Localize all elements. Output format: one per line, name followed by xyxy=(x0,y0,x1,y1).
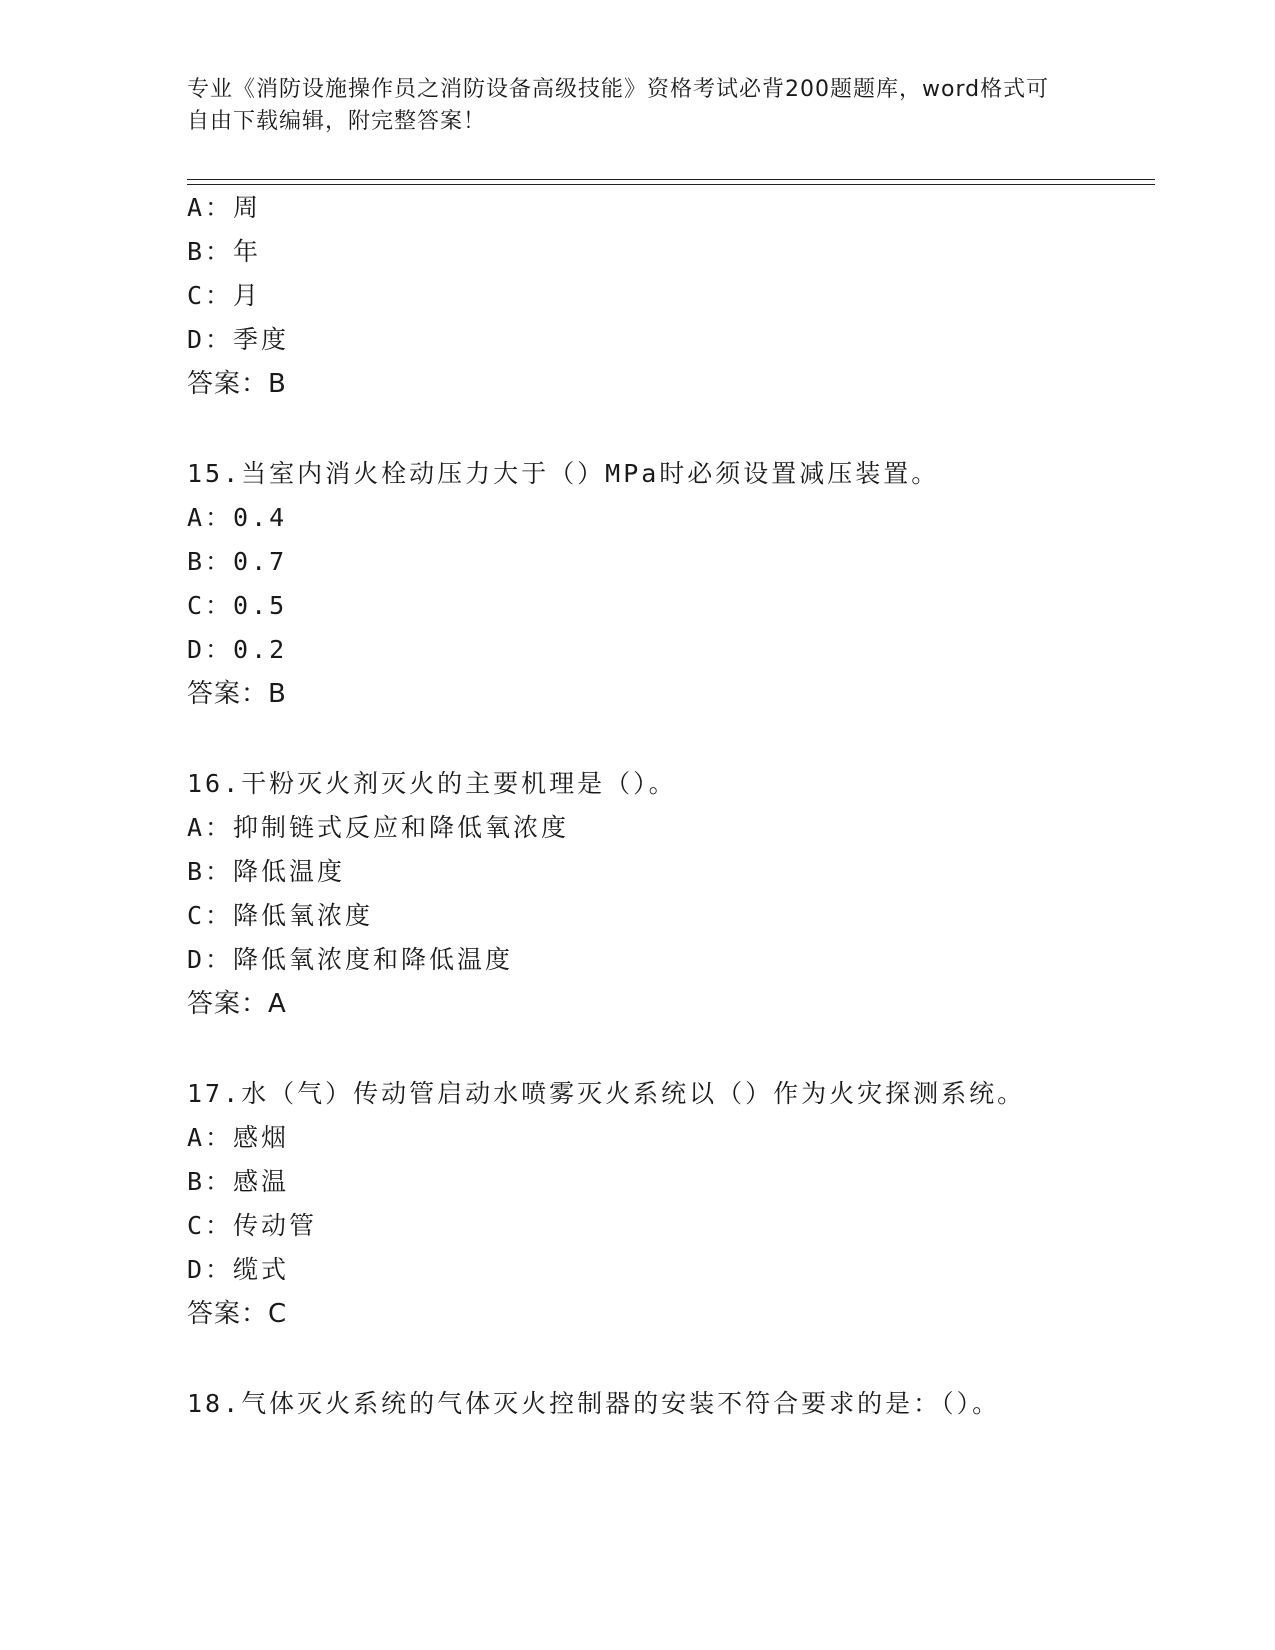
q16-option-a: A：抑制链式反应和降低氧浓度 xyxy=(187,813,570,842)
prev-option-c: C：月 xyxy=(187,281,262,310)
q17-option-a: A：感烟 xyxy=(187,1123,290,1152)
header-divider-top xyxy=(187,179,1155,180)
q16-answer: 答案：A xyxy=(187,989,287,1019)
prev-option-b: B：年 xyxy=(187,237,262,266)
prev-option-a: A：周 xyxy=(187,193,262,222)
q17-option-c: C：传动管 xyxy=(187,1211,318,1240)
header-divider-bottom xyxy=(187,184,1155,185)
q17-answer: 答案：C xyxy=(187,1299,288,1329)
q16-option-c: C：降低氧浓度 xyxy=(187,901,374,930)
q17-option-b: B：感温 xyxy=(187,1167,290,1196)
q17-stem: 17.水（气）传动管启动水喷雾灭火系统以（）作为火灾探测系统。 xyxy=(187,1079,1026,1108)
q16-stem: 16.干粉灭火剂灭火的主要机理是（）。 xyxy=(187,769,677,798)
q15-stem: 15.当室内消火栓动压力大于（）MPa时必须设置减压装置。 xyxy=(187,459,940,488)
document-title: 专业《消防设施操作员之消防设备高级技能》资格考试必背200题题库，word格式可自由下载编辑，附完整答案！ xyxy=(187,77,1050,134)
q18-stem: 18.气体灭火系统的气体灭火控制器的安装不符合要求的是：（）。 xyxy=(187,1389,1001,1418)
q16-option-b: B：降低温度 xyxy=(187,857,346,886)
q15-option-c: C：0.5 xyxy=(187,591,288,620)
q15-option-b: B：0.7 xyxy=(187,547,288,576)
q15-option-a: A：0.4 xyxy=(187,503,288,532)
q17-option-d: D：缆式 xyxy=(187,1255,290,1284)
prev-answer: 答案：B xyxy=(187,369,287,399)
q15-option-d: D：0.2 xyxy=(187,635,288,664)
q15-answer: 答案：B xyxy=(187,679,287,709)
q16-option-d: D：降低氧浓度和降低温度 xyxy=(187,945,514,974)
prev-option-d: D：季度 xyxy=(187,325,290,354)
